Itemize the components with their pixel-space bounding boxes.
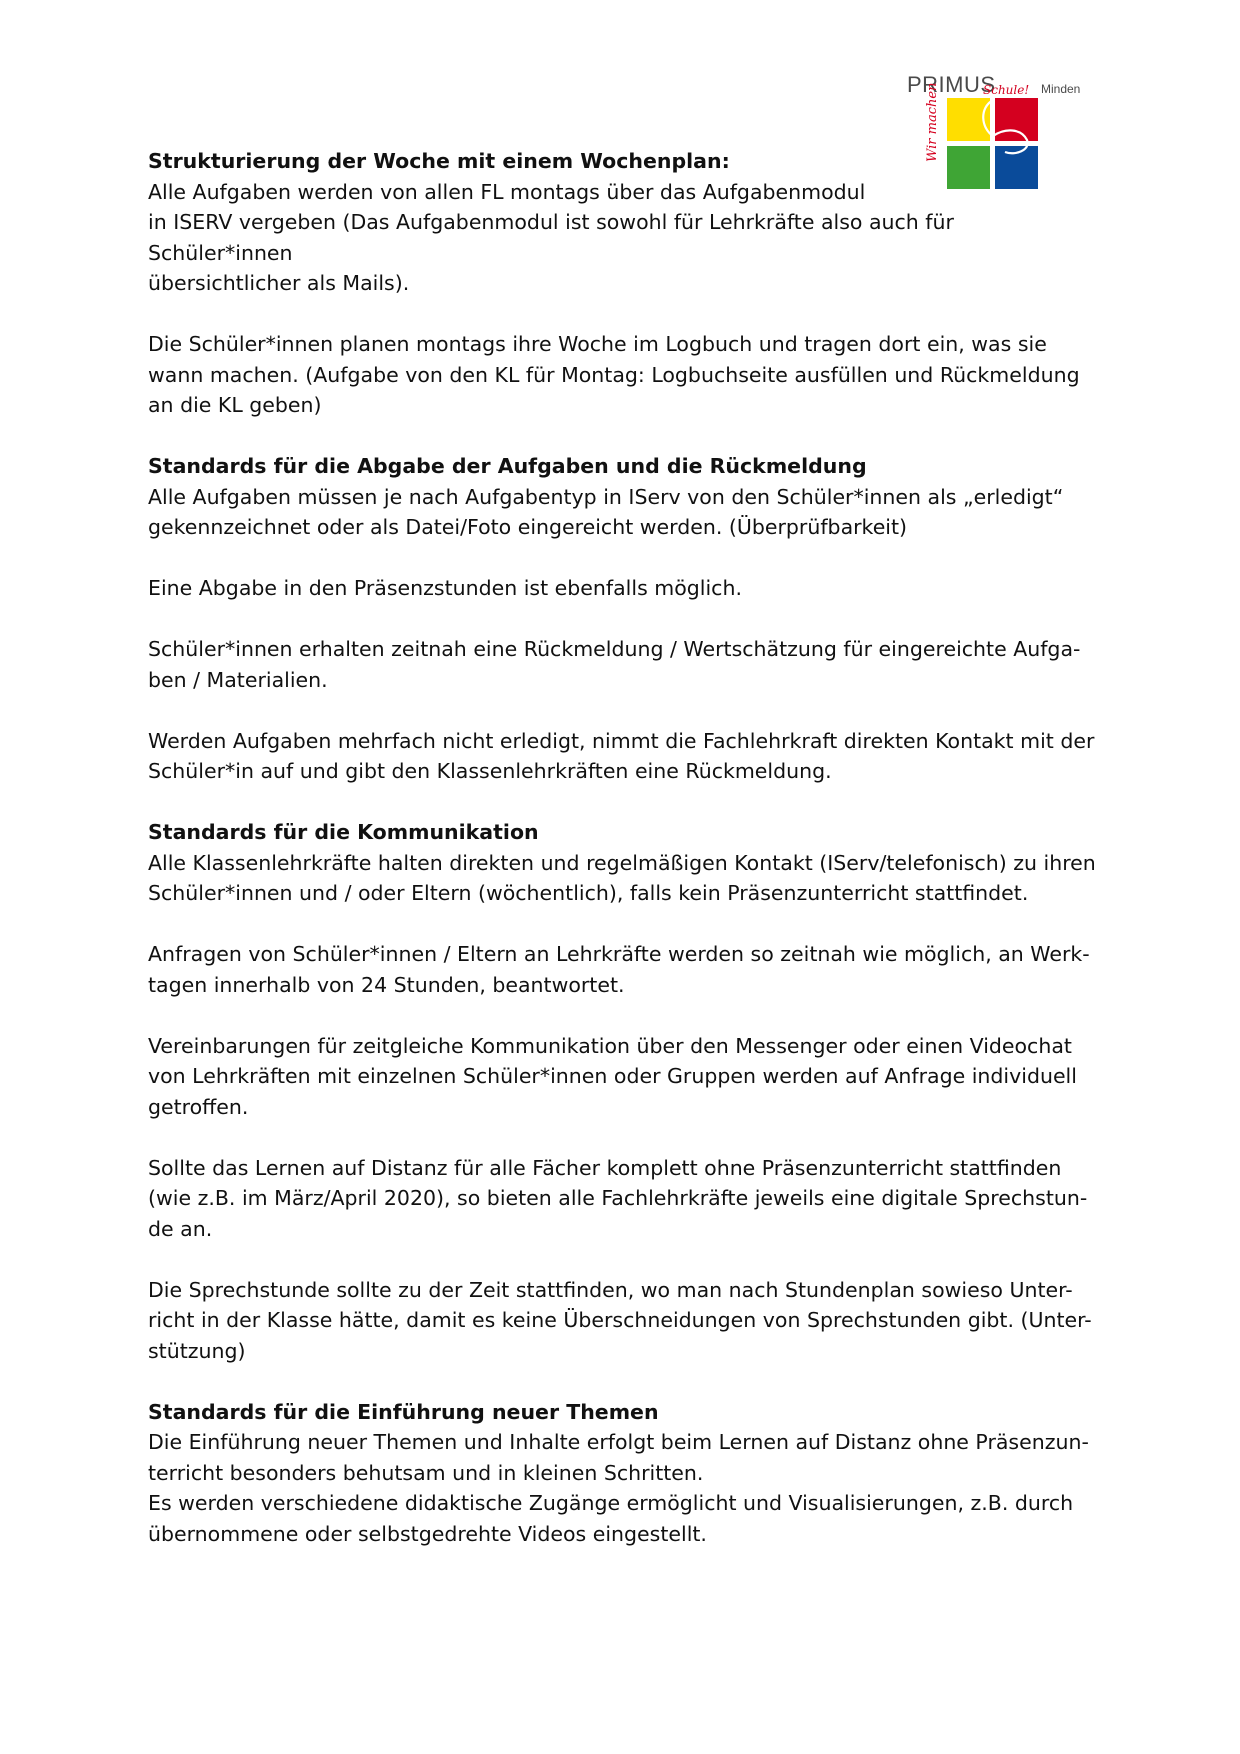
- paragraph-text: Die Sprechstunde sollte zu der Zeit stattfinden, wo man nach Stundenplan sowieso Unter- richt in der Klasse hätte, damit es keine Überschneidungen von Sprechstunden gibt. (Unter- stützung): [148, 1277, 1092, 1363]
- section-paragraph: [148, 329, 1098, 421]
- section-heading: Standards für die Einführung neuer Themen: [148, 1399, 659, 1424]
- section-paragraph: [148, 451, 1098, 543]
- paragraph-text: Sollte das Lernen auf Distanz für alle Fächer komplett ohne Präsenzunterricht stattfinden (wie z.B. im März/April 2020), so bieten alle Fachlehrkräfte jeweils eine digitale Sprechstun- de an.: [148, 1155, 1088, 1241]
- paragraph-text: Die Einführung neuer Themen und Inhalte erfolgt beim Lernen auf Distanz ohne Präsenzun- terricht besonders behutsam und in kleinen Schritten. Es werden verschiedene didaktische Zugänge ermöglicht und Visualisierungen, z.B. durch übernommene oder selbstgedrehte Videos eingestellt.: [148, 1430, 1089, 1546]
- paragraph-text: Alle Aufgaben müssen je nach Aufgabentyp in IServ von den Schüler*innen als „erledigt“ gekennzeichnet oder als Datei/Foto eingereicht werden. (Überprüfbarkeit): [148, 484, 1064, 539]
- paragraph-text: Alle Aufgaben werden von allen FL montags über das Aufgabenmodul in ISERV vergeben (Das Aufgabenmodul ist sowohl für Lehrkräfte also auch für Schüler*innen übersichtlicher als Mails).: [148, 179, 954, 295]
- section-paragraph: [148, 1275, 1098, 1367]
- section-paragraph: [148, 1397, 1098, 1550]
- section-paragraph: [148, 1153, 1098, 1245]
- paragraph-text: Alle Klassenlehrkräfte halten direkten und regelmäßigen Kontakt (IServ/telefonisch) zu ihren Schüler*innen und / oder Eltern (wöchentlich), falls kein Präsenzunterricht stattfindet.: [148, 850, 1096, 905]
- paragraph-text: Werden Aufgaben mehrfach nicht erledigt, nimmt die Fachlehrkraft direkten Kontakt mit der Schüler*in auf und gibt den Klassenlehrkräften eine Rückmeldung.: [148, 728, 1095, 783]
- section-paragraph: [148, 573, 1098, 604]
- paragraph-text: Schüler*innen erhalten zeitnah eine Rückmeldung / Wertschätzung für eingereichte Aufga- ben / Materialien.: [148, 637, 1081, 692]
- section-heading: Standards für die Abgabe der Aufgaben und die Rückmeldung: [148, 454, 867, 478]
- section-heading: Strukturierung der Woche mit einem Wochenplan:: [148, 149, 730, 173]
- section-paragraph: [148, 146, 1098, 299]
- section-paragraph: [148, 817, 1098, 909]
- document-body: [148, 146, 1098, 1580]
- logo-brand: PRIMUS: [907, 72, 996, 97]
- section-paragraph: [148, 726, 1098, 787]
- paragraph-text: Vereinbarungen für zeitgleiche Kommunikation über den Messenger oder einen Videochat von Lehrkräften mit einzelnen Schüler*innen oder Gruppen werden auf Anfrage individuell getroffen.: [148, 1033, 1077, 1119]
- paragraph-text: Eine Abgabe in den Präsenzstunden ist ebenfalls möglich.: [148, 576, 742, 600]
- section-paragraph: [148, 1031, 1098, 1123]
- logo-schule: Schule!: [983, 83, 1030, 97]
- section-heading: Standards für die Kommunikation: [148, 820, 539, 844]
- section-paragraph: [148, 634, 1098, 695]
- section-paragraph: [148, 939, 1098, 1000]
- paragraph-text: Die Schüler*innen planen montags ihre Woche im Logbuch und tragen dort ein, was sie wann machen. (Aufgabe von den KL für Montag: Logbuchseite ausfüllen und Rückmeldung an die KL geben): [148, 332, 1080, 417]
- logo-city: Minden: [1041, 82, 1081, 96]
- paragraph-text: Anfragen von Schüler*innen / Eltern an Lehrkräfte werden so zeitnah wie möglich, an Werk- tagen innerhalb von 24 Stunden, beantwortet.: [148, 942, 1090, 997]
- logo-slogan: Wir machen: [925, 82, 940, 162]
